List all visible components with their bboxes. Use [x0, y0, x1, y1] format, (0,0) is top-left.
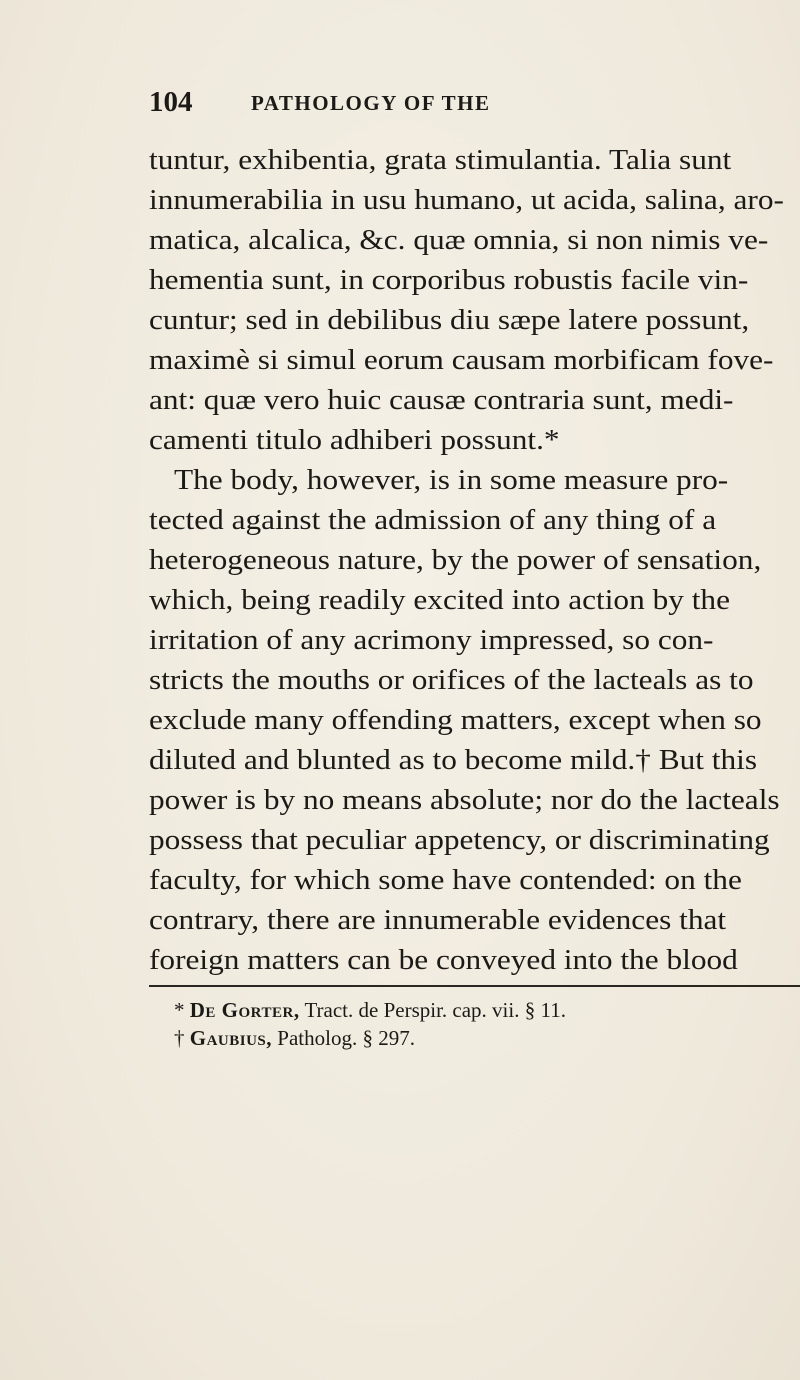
text-line: tuntur, exhibentia, grata stimulantia. Talia sunt — [149, 144, 732, 176]
footnote — [174, 996, 566, 1024]
footnote-text: Patholog. § 297. — [277, 1026, 415, 1050]
page-header — [149, 86, 800, 120]
text-line: cuntur; sed in debilibus diu sæpe latere possunt, — [149, 304, 750, 336]
text-line: tected against the admission of any thing of a — [149, 504, 717, 536]
text-line: foreign matters can be conveyed into the blood — [149, 944, 738, 976]
text-line: which, being readily excited into action by the — [149, 584, 730, 616]
text-line: maximè si simul eorum causam morbificam fove- — [149, 344, 774, 376]
text-line: faculty, for which some have contended: on the — [149, 864, 742, 896]
text-line: heterogeneous nature, by the power of sensation, — [149, 544, 762, 576]
text-line: innumerabilia in usu humano, ut acida, salina, aro- — [149, 184, 784, 216]
text-line: possess that peculiar appetency, or discriminating — [149, 824, 770, 856]
text-line: stricts the mouths or orifices of the lacteals as to — [149, 664, 754, 696]
footnote-text: Tract. de Perspir. cap. vii. § 11. — [304, 998, 566, 1022]
footnote-author: Gaubius, — [189, 1026, 273, 1050]
footnote-marker: * — [174, 998, 185, 1022]
text-line: hementia sunt, in corporibus robustis facile vin- — [149, 264, 749, 296]
footnote-rule — [149, 985, 800, 987]
text-line: irritation of any acrimony impressed, so con- — [149, 624, 714, 656]
footnote-marker: † — [174, 1026, 185, 1050]
page-number: 104 — [149, 86, 193, 118]
text-line: diluted and blunted as to become mild.† But this — [149, 744, 758, 776]
text-line: exclude many offending matters, except when so — [149, 704, 762, 736]
paragraph-first-line: The body, however, is in some measure pro- — [174, 464, 729, 496]
text-line: matica, alcalica, &c. quæ omnia, si non nimis ve- — [149, 224, 769, 256]
text-line: contrary, there are innumerable evidences that — [149, 904, 727, 936]
text-line: camenti titulo adhiberi possunt.* — [149, 424, 560, 456]
footnote — [174, 1024, 415, 1052]
running-head: PATHOLOGY OF THE — [251, 91, 491, 115]
text-line: ant: quæ vero huic causæ contraria sunt, medi- — [149, 384, 734, 416]
text-line: power is by no means absolute; nor do the lacteals — [149, 784, 780, 816]
footnote-author: De Gorter, — [189, 998, 300, 1022]
